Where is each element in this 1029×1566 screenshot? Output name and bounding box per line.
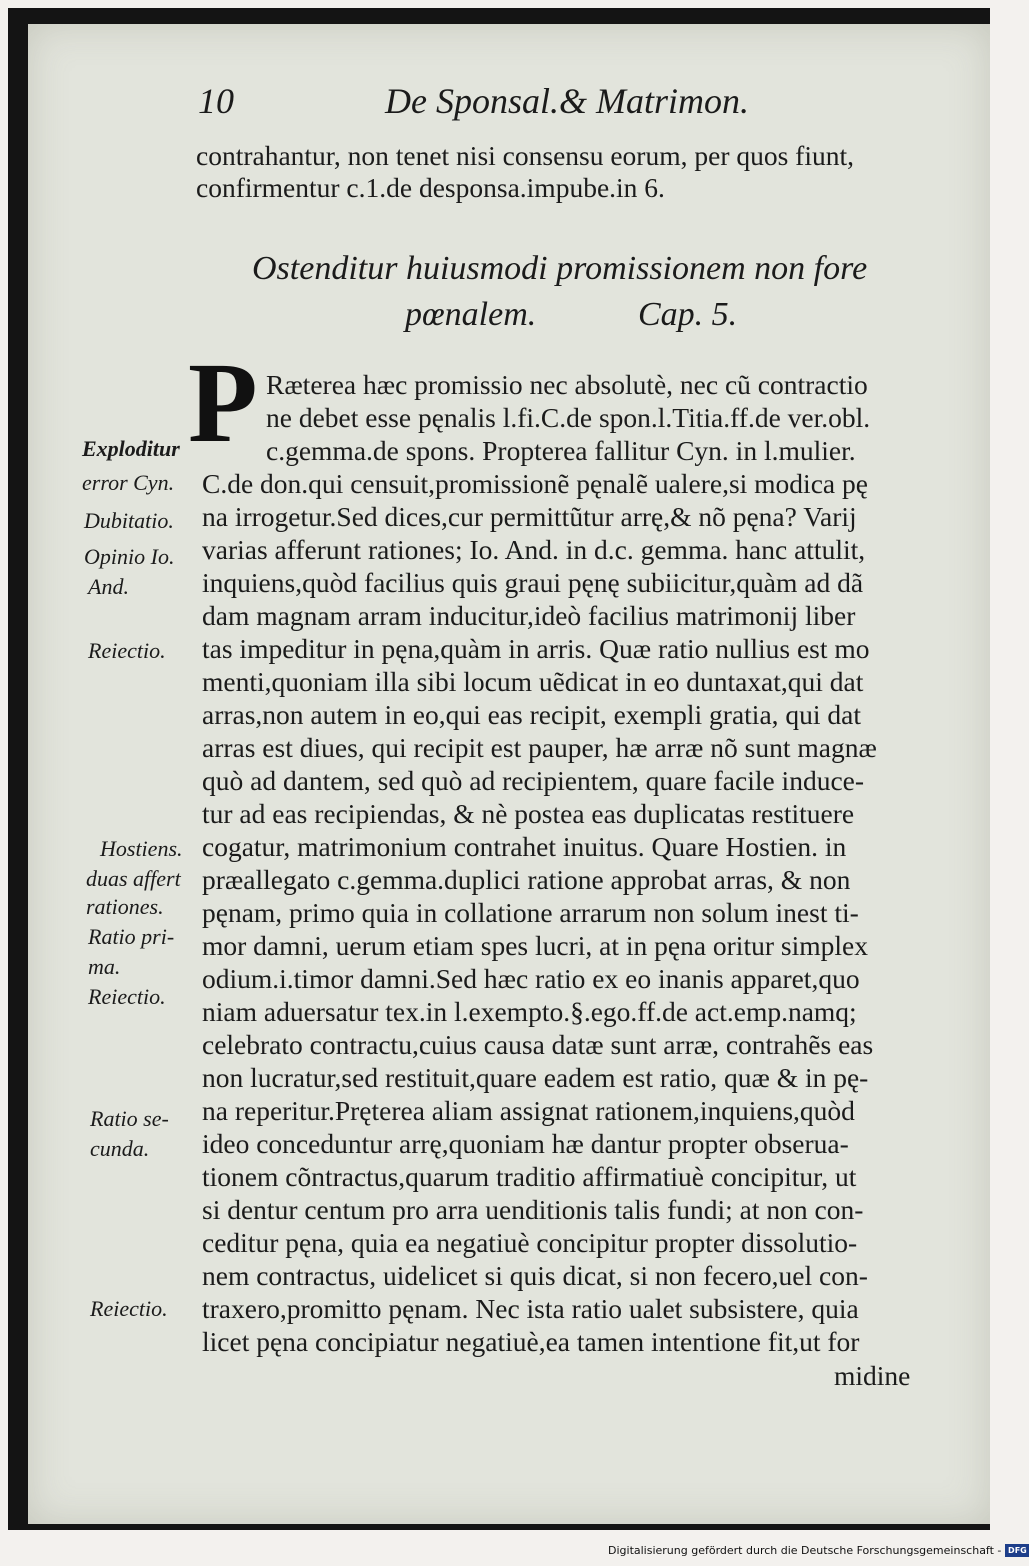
margin-note: error Cyn.	[82, 470, 175, 495]
margin-note: And.	[88, 574, 129, 599]
margin-note: Reiectio.	[88, 984, 166, 1009]
margin-note: Reiectio.	[90, 1296, 168, 1321]
chapter-number: Cap. 5.	[638, 296, 738, 333]
intro-line: confirmentur c.1.de desponsa.impube.in 6.	[196, 172, 665, 203]
margin-note: Ratio se-	[90, 1106, 169, 1131]
margin-note: cunda.	[90, 1136, 150, 1161]
intro-line: contrahantur, non tenet nisi consensu eorum, per quos fiunt,	[196, 140, 854, 171]
body-line: celebrato contractu,cuius causa datæ sunt arræ, contrahẽs eas	[202, 1029, 874, 1060]
body-line: præallegato c.gemma.duplici ratione approbat arras, & non	[202, 864, 851, 895]
body-line: c.gemma.de spons. Propterea fallitur Cyn. in l.mulier.	[266, 435, 856, 466]
drop-cap: P	[188, 339, 258, 466]
body-line: tas impeditur in pęna,quàm in arris. Quæ ratio nullius est mo	[202, 633, 870, 664]
body-line: licet pęna concipiatur negatiuè,ea tamen intentione fit,ut for	[202, 1326, 860, 1357]
body-line: Ræterea hæc promissio nec absolutè, nec cũ contractio	[266, 369, 868, 400]
body-line: niam aduersatur tex.in l.exempto.§.ego.ff.de act.emp.namq;	[202, 996, 857, 1027]
body-line: traxero,promitto pęnam. Nec ista ratio ualet subsistere, quia	[202, 1293, 859, 1324]
margin-note: Reiectio.	[88, 638, 166, 663]
margin-note: Hostiens.	[100, 836, 183, 861]
margin-note: duas affert	[86, 866, 181, 891]
body-line: menti,quoniam illa sibi locum uẽdicat in eo duntaxat,qui dat	[202, 666, 864, 697]
digitization-credit	[608, 1540, 1029, 1560]
margin-note: Exploditur	[82, 436, 180, 461]
margin-note: Ratio pri-	[88, 924, 175, 949]
body-line: nem contractus, uidelicet si quis dicat, si non fecero,uel con-	[202, 1260, 868, 1291]
body-line: pęnam, primo quia in collatione arrarum non solum inest ti-	[202, 897, 859, 928]
body-line: arras,non autem in eo,qui eas recipit, exempli gratia, qui dat	[202, 699, 862, 730]
catchword: midine	[834, 1360, 911, 1391]
body-line: dam magnam arram inducitur,ideò facilius matrimonij liber	[202, 600, 856, 631]
body-line: si dentur centum pro arra uenditionis talis fundi; at non con-	[202, 1194, 864, 1225]
body-line: ne debet esse pęnalis l.fi.C.de spon.l.Titia.ff.de ver.obl.	[266, 402, 871, 433]
chapter-heading-line: Ostenditur huiusmodi promissionem non fore	[252, 250, 868, 287]
running-title: De Sponsal.& Matrimon.	[385, 81, 749, 121]
chapter-heading-word: pœnalem.	[405, 296, 537, 333]
body-line: na irrogetur.Sed dices,cur permittũtur arrę,& nõ pęna? Varij	[202, 501, 857, 532]
body-line: quò ad dantem, sed quò ad recipientem, quare facile induce-	[202, 765, 865, 796]
body-line: mor damni, uerum etiam spes lucri, at in pęna oritur simplex	[202, 930, 868, 961]
page-number: 10	[198, 81, 234, 121]
dfg-logo-icon: DFG	[1005, 1544, 1029, 1557]
body-line: tionem cõntractus,quarum traditio affirmatiuè concipitur, ut	[202, 1161, 857, 1192]
margin-note: Opinio Io.	[84, 544, 175, 569]
body-line: odium.i.timor damni.Sed hæc ratio ex eo inanis apparet,quo	[202, 963, 860, 994]
body-line: non lucratur,sed restituit,quare eadem est ratio, quæ & in pę-	[202, 1062, 869, 1093]
margin-note: ma.	[88, 954, 121, 979]
margin-note: rationes.	[86, 894, 164, 919]
body-line: na reperitur.Pręterea aliam assignat rationem,inquiens,quòd	[202, 1095, 855, 1126]
body-line: varias afferunt rationes; Io. And. in d.c. gemma. hanc attulit,	[202, 534, 866, 565]
credit-text: Digitalisierung gefördert durch die Deutsche Forschungsgemeinschaft -	[608, 1543, 1002, 1557]
body-line: ceditur pęna, quia ea negatiuè concipitur propter dissolutio-	[202, 1227, 858, 1258]
body-line: ideo conceduntur arrę,quoniam hæ dantur propter obserua-	[202, 1128, 849, 1159]
body-line: cogatur, matrimonium contrahet inuitus. Quare Hostien. in	[202, 831, 847, 862]
body-line: tur ad eas recipiendas, & nè postea eas duplicatas restituere	[202, 798, 855, 829]
body-line: inquiens,quòd facilius quis graui pęnę subiicitur,quàm ad dã	[202, 567, 864, 598]
body-line: C.de don.qui censuit,promissionẽ pęnalẽ ualere,si modica pę	[202, 468, 868, 499]
body-line: arras est diues, qui recipit est pauper, hæ arræ nõ sunt magnæ	[202, 732, 877, 763]
margin-note: Dubitatio.	[84, 508, 174, 533]
